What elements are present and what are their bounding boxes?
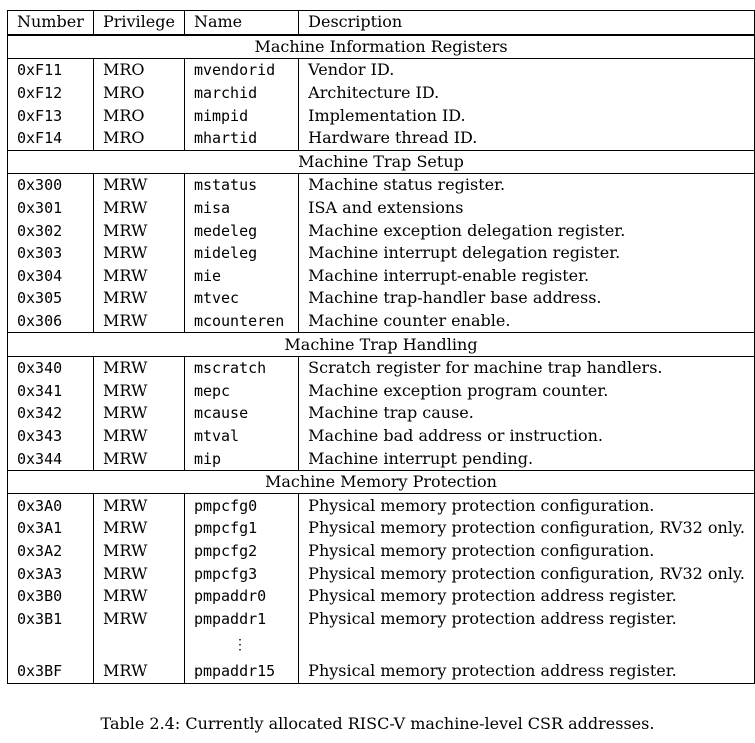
ellipsis-cell — [93, 630, 184, 660]
table-row — [8, 219, 755, 242]
table-row — [8, 82, 755, 105]
table-body — [8, 35, 755, 684]
register-number: 0x342 — [8, 402, 94, 425]
vertical-ellipsis: ⋮ — [184, 630, 298, 660]
register-description: Machine bad address or instruction. — [299, 425, 755, 448]
section-title: Machine Trap Setup — [8, 150, 755, 174]
section-header-row — [8, 470, 755, 494]
register-privilege: MRW — [93, 425, 184, 448]
register-description: Hardware thread ID. — [299, 127, 755, 150]
register-number: 0x304 — [8, 265, 94, 288]
table-row — [8, 585, 755, 608]
register-name: pmpcfg1 — [184, 517, 298, 540]
register-number: 0x303 — [8, 242, 94, 265]
table-row — [8, 380, 755, 403]
table-row — [8, 447, 755, 470]
register-description: Machine trap cause. — [299, 402, 755, 425]
register-description: Machine interrupt-enable register. — [299, 265, 755, 288]
register-number: 0x3A2 — [8, 540, 94, 563]
register-name: mhartid — [184, 127, 298, 150]
table-row — [8, 517, 755, 540]
register-description: Architecture ID. — [299, 82, 755, 105]
register-description: Physical memory protection configuration, RV32 only. — [299, 517, 755, 540]
register-privilege: MRW — [93, 517, 184, 540]
register-privilege: MRW — [93, 494, 184, 517]
section-title: Machine Information Registers — [8, 35, 755, 59]
register-description: ISA and extensions — [299, 197, 755, 220]
header-name: Name — [184, 11, 298, 35]
register-name: mepc — [184, 380, 298, 403]
register-name: mstatus — [184, 174, 298, 197]
register-privilege: MRW — [93, 310, 184, 333]
register-privilege: MRW — [93, 380, 184, 403]
register-description: Scratch register for machine trap handlers. — [299, 356, 755, 379]
header-row — [8, 11, 755, 35]
register-number: 0x3A1 — [8, 517, 94, 540]
register-name: pmpaddr1 — [184, 607, 298, 630]
register-number: 0x3A0 — [8, 494, 94, 517]
register-number: 0x306 — [8, 310, 94, 333]
register-description: Implementation ID. — [299, 104, 755, 127]
register-description: Machine status register. — [299, 174, 755, 197]
section-header-row — [8, 150, 755, 174]
register-number: 0xF11 — [8, 59, 94, 82]
table-row — [8, 104, 755, 127]
register-privilege: MRW — [93, 287, 184, 310]
register-number: 0x344 — [8, 447, 94, 470]
register-description: Machine interrupt delegation register. — [299, 242, 755, 265]
register-name: misa — [184, 197, 298, 220]
section-header-row — [8, 333, 755, 357]
table-row — [8, 562, 755, 585]
table-caption: Table 2.4: Currently allocated RISC-V machine-level CSR addresses. — [100, 714, 655, 733]
register-name: pmpaddr15 — [184, 660, 298, 683]
header-description: Description — [299, 11, 755, 35]
register-description: Machine exception program counter. — [299, 380, 755, 403]
register-description: Vendor ID. — [299, 59, 755, 82]
csr-address-table — [7, 10, 755, 684]
table-row — [8, 197, 755, 220]
register-number: 0xF13 — [8, 104, 94, 127]
register-number: 0x305 — [8, 287, 94, 310]
table-row — [8, 660, 755, 683]
register-privilege: MRO — [93, 104, 184, 127]
register-name: mcounteren — [184, 310, 298, 333]
register-number: 0x3B0 — [8, 585, 94, 608]
register-privilege: MRW — [93, 402, 184, 425]
register-privilege: MRO — [93, 82, 184, 105]
register-name: mvendorid — [184, 59, 298, 82]
register-name: marchid — [184, 82, 298, 105]
register-name: pmpaddr0 — [184, 585, 298, 608]
table-row — [8, 310, 755, 333]
register-number: 0x300 — [8, 174, 94, 197]
register-number: 0xF14 — [8, 127, 94, 150]
header-privilege: Privilege — [93, 11, 184, 35]
register-name: medeleg — [184, 219, 298, 242]
register-description: Machine counter enable. — [299, 310, 755, 333]
register-privilege: MRW — [93, 219, 184, 242]
header-number: Number — [8, 11, 94, 35]
register-description: Physical memory protection configuration, RV32 only. — [299, 562, 755, 585]
register-privilege: MRW — [93, 607, 184, 630]
register-privilege: MRW — [93, 562, 184, 585]
register-privilege: MRW — [93, 242, 184, 265]
register-description: Physical memory protection address register. — [299, 585, 755, 608]
register-name: pmpcfg0 — [184, 494, 298, 517]
register-privilege: MRW — [93, 585, 184, 608]
register-name: pmpcfg2 — [184, 540, 298, 563]
table-row — [8, 425, 755, 448]
register-number: 0x340 — [8, 356, 94, 379]
table-row — [8, 540, 755, 563]
register-number: 0x3A3 — [8, 562, 94, 585]
table-row — [8, 356, 755, 379]
table-row — [8, 174, 755, 197]
register-name: pmpcfg3 — [184, 562, 298, 585]
ellipsis-cell — [8, 630, 94, 660]
section-header-row — [8, 35, 755, 59]
table-row — [8, 287, 755, 310]
register-name: mie — [184, 265, 298, 288]
register-number: 0x301 — [8, 197, 94, 220]
table-row — [8, 607, 755, 630]
register-number: 0x3BF — [8, 660, 94, 683]
register-name: mcause — [184, 402, 298, 425]
register-name: mip — [184, 447, 298, 470]
register-name: mideleg — [184, 242, 298, 265]
register-description: Physical memory protection configuration. — [299, 540, 755, 563]
table-row — [8, 127, 755, 150]
register-description: Machine exception delegation register. — [299, 219, 755, 242]
register-name: mtvec — [184, 287, 298, 310]
register-privilege: MRW — [93, 197, 184, 220]
register-description: Machine trap-handler base address. — [299, 287, 755, 310]
register-privilege: MRW — [93, 356, 184, 379]
register-description: Physical memory protection address register. — [299, 660, 755, 683]
table-row — [8, 265, 755, 288]
table-row — [8, 402, 755, 425]
register-privilege: MRW — [93, 174, 184, 197]
register-privilege: MRO — [93, 127, 184, 150]
table-row — [8, 494, 755, 517]
register-name: mtval — [184, 425, 298, 448]
table-header — [8, 11, 755, 35]
section-title: Machine Memory Protection — [8, 470, 755, 494]
ellipsis-cell — [299, 630, 755, 660]
register-privilege: MRW — [93, 265, 184, 288]
register-number: 0x341 — [8, 380, 94, 403]
register-privilege: MRO — [93, 59, 184, 82]
register-description: Physical memory protection configuration. — [299, 494, 755, 517]
register-privilege: MRW — [93, 660, 184, 683]
register-number: 0x3B1 — [8, 607, 94, 630]
ellipsis-row — [8, 630, 755, 660]
register-name: mscratch — [184, 356, 298, 379]
register-name: mimpid — [184, 104, 298, 127]
register-number: 0xF12 — [8, 82, 94, 105]
table-row — [8, 59, 755, 82]
register-description: Machine interrupt pending. — [299, 447, 755, 470]
register-number: 0x302 — [8, 219, 94, 242]
register-number: 0x343 — [8, 425, 94, 448]
register-privilege: MRW — [93, 540, 184, 563]
register-privilege: MRW — [93, 447, 184, 470]
section-title: Machine Trap Handling — [8, 333, 755, 357]
table-row — [8, 242, 755, 265]
register-description: Physical memory protection address register. — [299, 607, 755, 630]
